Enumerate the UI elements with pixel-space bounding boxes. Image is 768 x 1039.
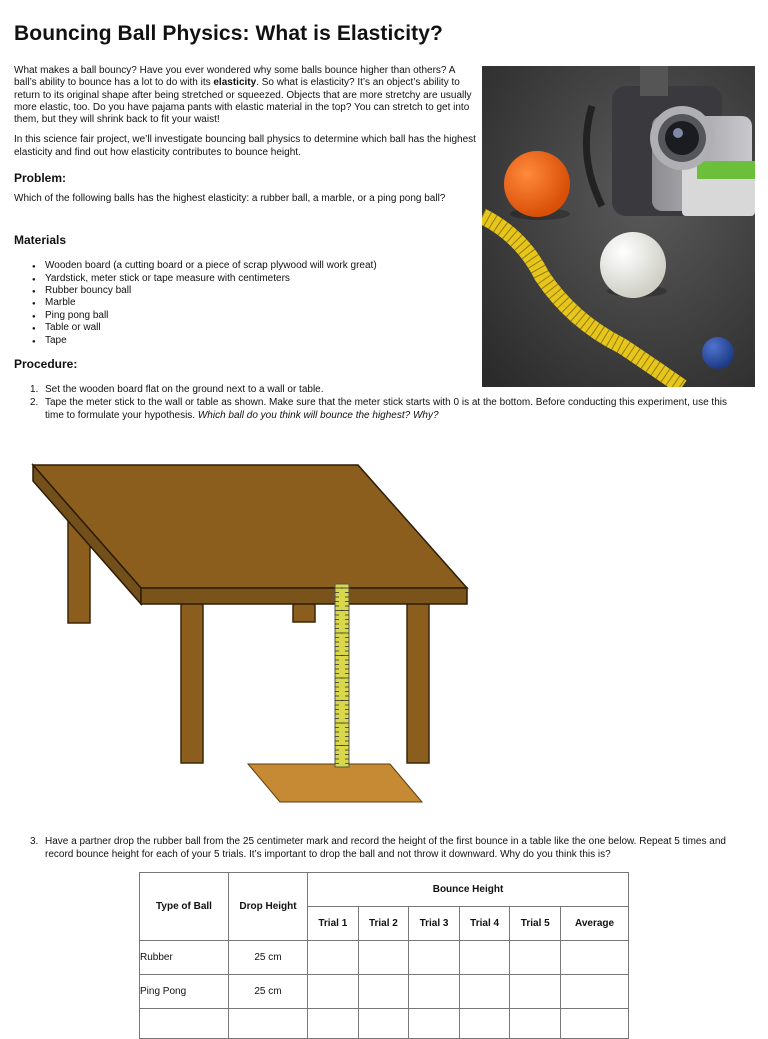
list-item: ● Wooden board (a cutting board or a piece of scrap plywood will work great) bbox=[45, 260, 476, 272]
cell-empty bbox=[561, 941, 629, 975]
procedure-list-continued bbox=[14, 835, 754, 861]
intro-section bbox=[14, 65, 476, 167]
cell-empty bbox=[561, 975, 629, 1009]
step-text: Have a partner drop the rubber ball from the 25 centimeter mark and record the height of the first bounce in a table like the one below. Repeat 5 times and record bounce height for each of your 5 trials. It’s important to drop the ball and not throw it downward. Why do you think this is? bbox=[45, 836, 726, 860]
list-item: ● Ping pong ball bbox=[45, 310, 476, 322]
step-number: 3. bbox=[30, 836, 39, 847]
procedure-step-3 bbox=[14, 835, 754, 861]
header-trial-2: Trial 2 bbox=[358, 907, 409, 941]
cell-empty bbox=[358, 975, 409, 1009]
list-item: ● Marble bbox=[45, 297, 476, 309]
list-item: ● Yardstick, meter stick or tape measure with centimeters bbox=[45, 273, 476, 285]
header-type-of-ball: Type of Ball bbox=[140, 873, 229, 941]
procedure-step-3-block bbox=[14, 835, 754, 861]
header-average: Average bbox=[561, 907, 629, 941]
meter-stick bbox=[335, 584, 349, 767]
cell-ball-type: Ping Pong bbox=[140, 975, 229, 1009]
ping-pong-ball bbox=[600, 232, 666, 298]
cell-empty bbox=[459, 975, 510, 1009]
header-trial-5: Trial 5 bbox=[510, 907, 561, 941]
cell-empty bbox=[409, 975, 460, 1009]
problem-section bbox=[14, 172, 476, 206]
cell-empty bbox=[510, 941, 561, 975]
photo-illustration bbox=[482, 66, 755, 387]
header-bounce-height: Bounce Height bbox=[308, 873, 629, 907]
problem-text: Which of the following balls has the highest elasticity: a rubber ball, a marble, or a ping pong ball? bbox=[14, 193, 446, 205]
cell-drop-height: 25 cm bbox=[229, 941, 308, 975]
intro-text-a: What makes a ball bouncy? Have you ever wondered why some balls bounce higher than others? A ball’s ability to bounce has a lot to do with its bbox=[14, 65, 455, 89]
materials-heading: Materials bbox=[14, 233, 67, 247]
page-title: Bouncing Ball Physics: What is Elasticity? bbox=[14, 22, 443, 45]
step-text: Set the wooden board flat on the ground next to a wall or table. bbox=[45, 384, 324, 396]
orange-ball bbox=[504, 151, 570, 217]
hypothesis-question: Which ball do you think will bounce the highest? Why? bbox=[197, 410, 439, 422]
intro-text-b: . So what is elasticity? It’s an object’s ability to return to its original shape after being stretched or squeezed. Objects that are more stretchy are usually more elastic, too. Do you have pajama pants with elastic material in the top? You can stretch to get into them, but they will shrink back to fit your waist! bbox=[14, 77, 472, 126]
step-number: 1. bbox=[30, 384, 39, 396]
materials-list bbox=[14, 260, 476, 347]
step-text: Tape the meter stick to the wall or table as shown. Make sure that the meter stick starts with 0 is at the bottom. Before conducting this experiment, use this time to formulate your hypothesis. bbox=[45, 397, 727, 422]
intro-elasticity-term: elasticity bbox=[213, 77, 257, 89]
cell-empty bbox=[459, 941, 510, 975]
procedure-list bbox=[14, 383, 744, 422]
table-row bbox=[140, 941, 629, 975]
procedure-step-2 bbox=[14, 396, 735, 422]
list-item: ● Tape bbox=[45, 335, 476, 347]
cell-empty bbox=[308, 975, 359, 1009]
materials-section bbox=[14, 234, 476, 347]
header-trial-3: Trial 3 bbox=[409, 907, 460, 941]
step-number: 2. bbox=[30, 397, 39, 409]
cell-empty bbox=[510, 975, 561, 1009]
diagram-illustration bbox=[28, 460, 478, 806]
balls-photo bbox=[482, 66, 755, 387]
header-trial-1: Trial 1 bbox=[308, 907, 359, 941]
cell-empty bbox=[409, 941, 460, 975]
cell-drop-height: 25 cm bbox=[229, 975, 308, 1009]
cell-empty bbox=[358, 941, 409, 975]
header-drop-height: Drop Height bbox=[229, 873, 308, 941]
list-item: ● Rubber bouncy ball bbox=[45, 285, 476, 297]
header-trial-4: Trial 4 bbox=[459, 907, 510, 941]
table-row bbox=[140, 975, 629, 1009]
problem-heading: Problem: bbox=[14, 171, 67, 185]
procedure-heading: Procedure: bbox=[14, 357, 78, 371]
blue-ball bbox=[702, 337, 734, 369]
cell-empty bbox=[308, 941, 359, 975]
table-diagram bbox=[28, 460, 478, 806]
list-item: ● Table or wall bbox=[45, 322, 476, 334]
intro-paragraph-2: In this science fair project, we’ll investigate bouncing ball physics to determine which ball has the highest elasticity and find out how elasticity contributes to bounce height. bbox=[14, 134, 476, 158]
cell-ball-type: Rubber bbox=[140, 941, 229, 975]
bounce-height-table bbox=[139, 872, 629, 1039]
intro-paragraph-1 bbox=[14, 65, 476, 126]
